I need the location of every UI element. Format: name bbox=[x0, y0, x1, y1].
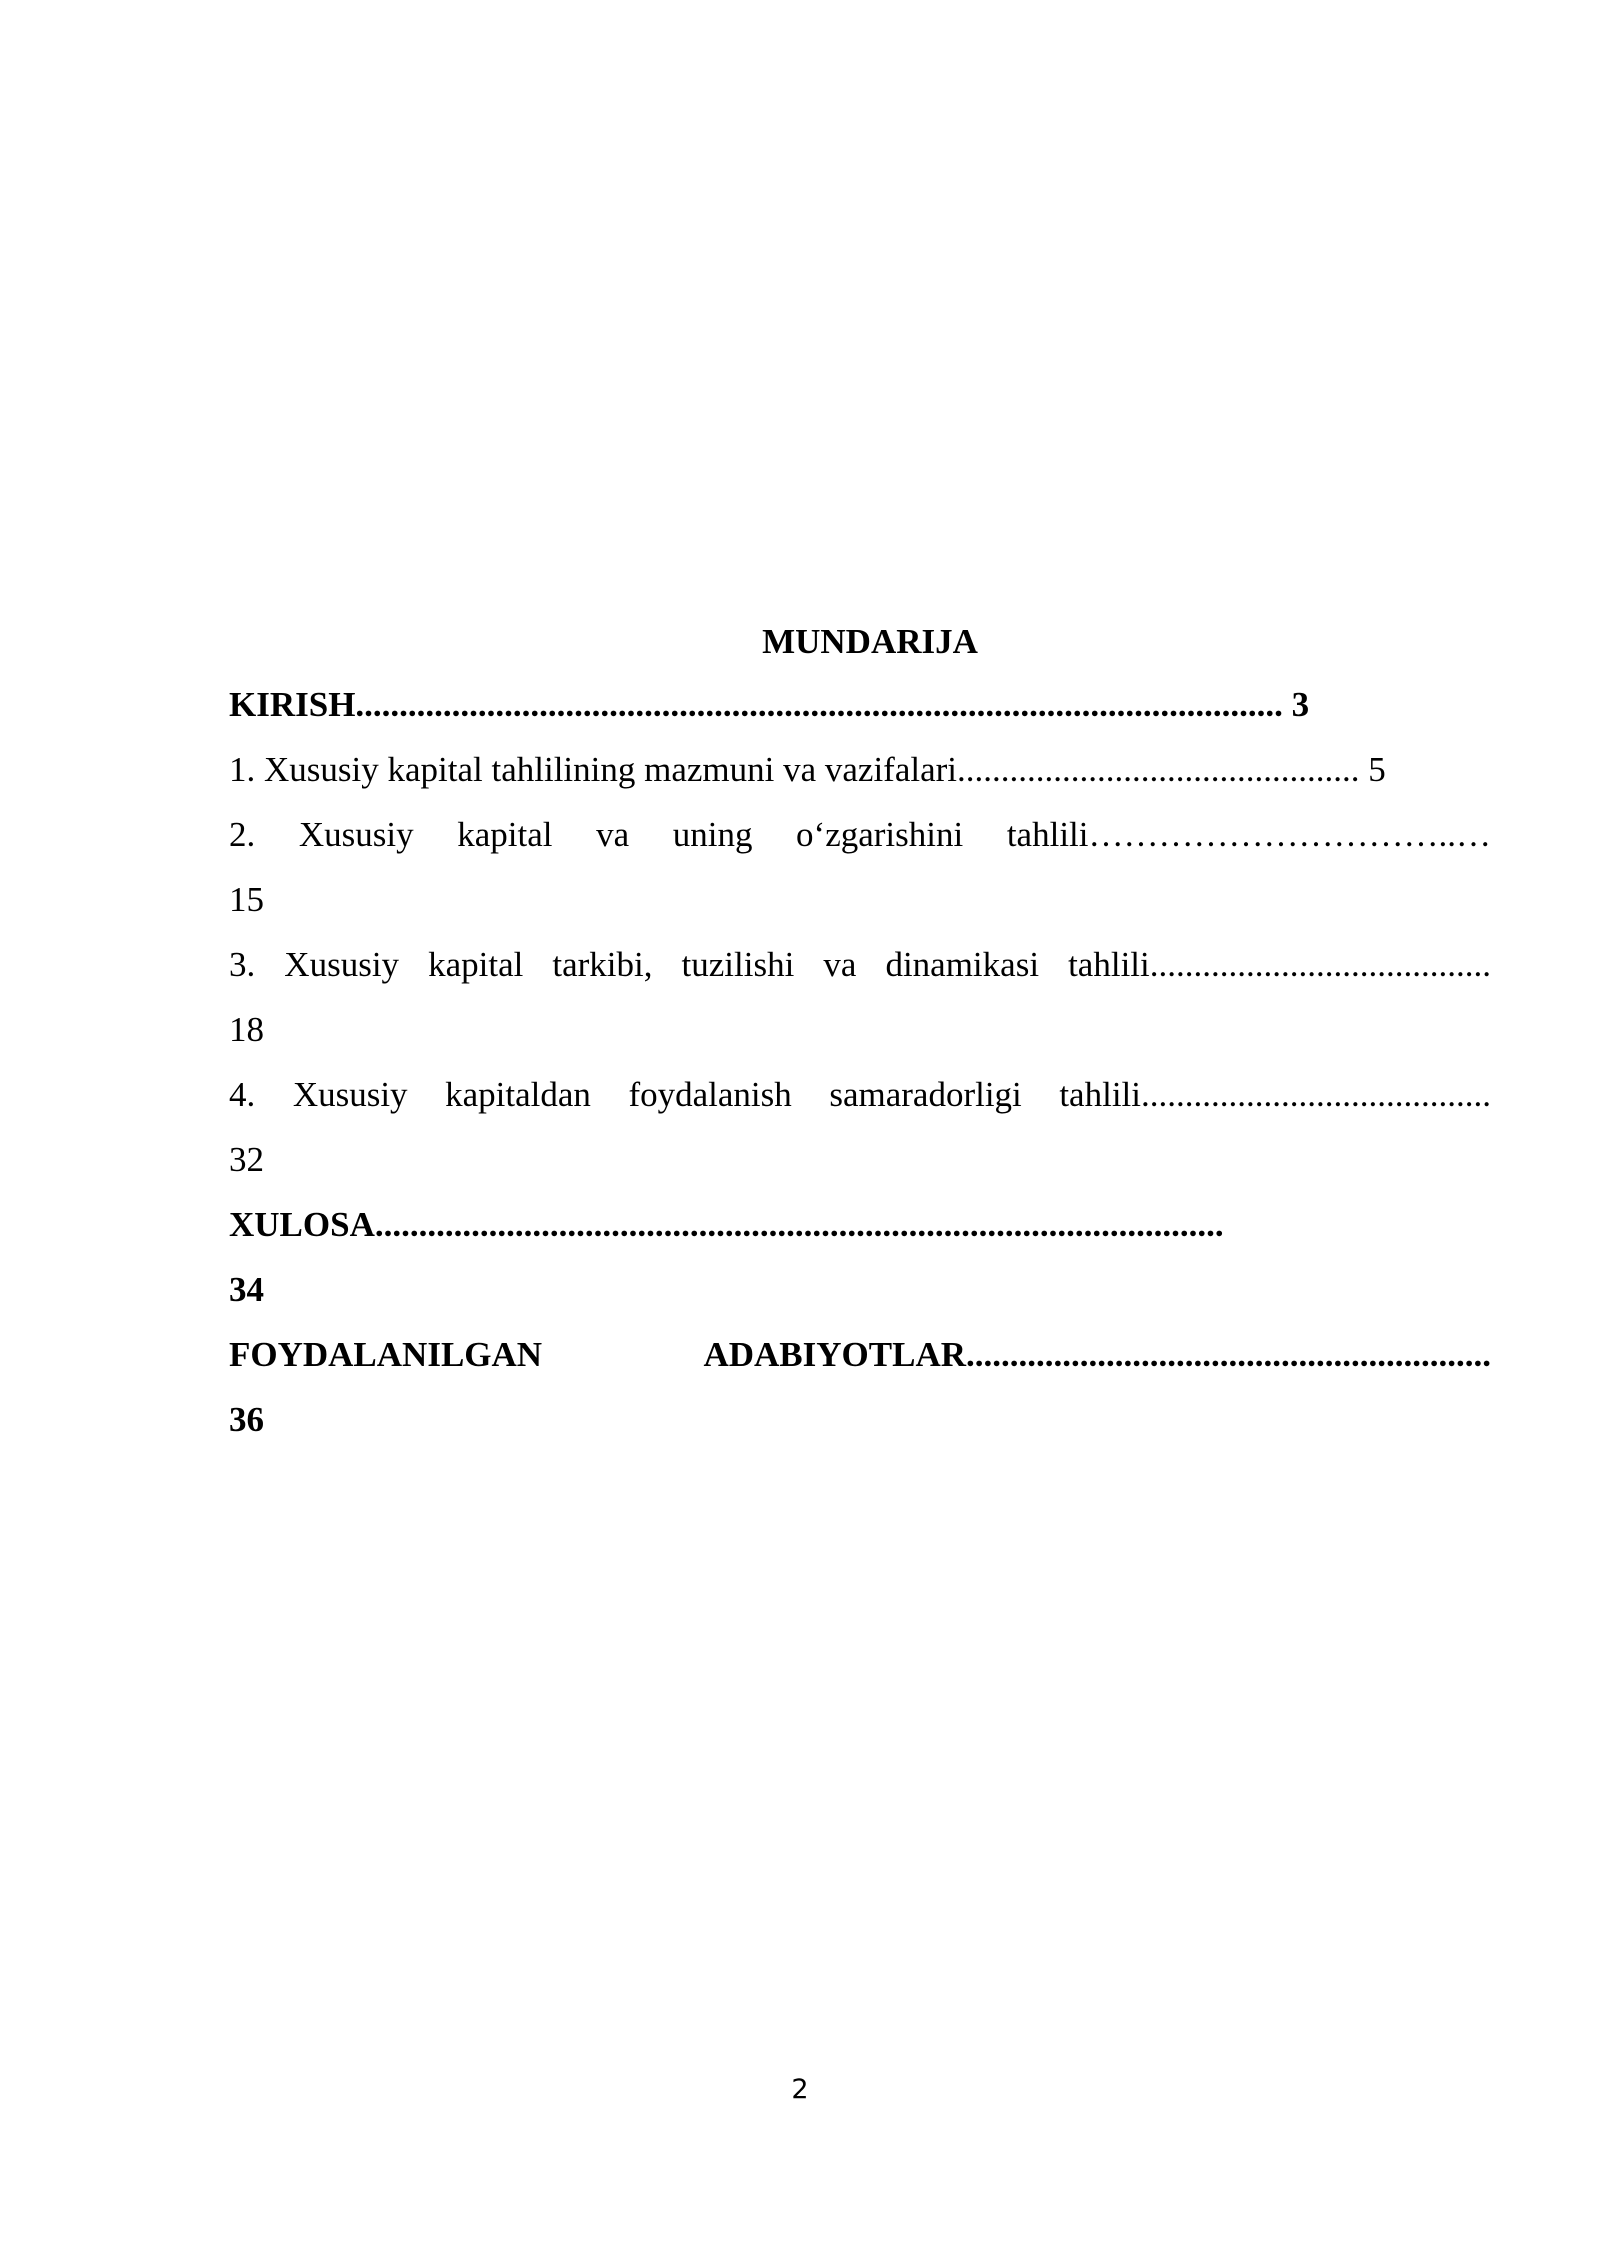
toc-entry-3-page: 18 bbox=[229, 1010, 264, 1049]
toc-entry-xulosa: XULOSA................................................................................................. bbox=[229, 1205, 1224, 1244]
table-of-contents bbox=[229, 612, 1491, 1452]
toc-entry-3: 3. Xususiy kapital tarkibi, tuzilishi va dinamikasi tahlili....................................... bbox=[229, 945, 1491, 984]
toc-title: MUNDARIJA bbox=[762, 622, 978, 661]
toc-entry-2: 2. Xususiy kapital va uning o‘zgarishini tahlili…………………………..… bbox=[229, 815, 1491, 854]
page-number: 2 bbox=[791, 2074, 809, 2105]
toc-entry-kirish: KIRISH.......................................................................................................... 3 bbox=[229, 685, 1310, 724]
toc-entry-1: 1. Xususiy kapital tahlilining mazmuni va vazifalari.............................................. 5 bbox=[229, 750, 1386, 789]
toc-entry-xulosa-page: 34 bbox=[229, 1270, 264, 1309]
toc-entry-4: 4. Xususiy kapitaldan foydalanish samaradorligi tahlili........................................ bbox=[229, 1075, 1491, 1114]
toc-entry-4-page: 32 bbox=[229, 1140, 264, 1179]
toc-entry-adabiyotlar: FOYDALANILGAN ADABIYOTLAR............................................................ bbox=[229, 1335, 1491, 1374]
toc-entry-2-page: 15 bbox=[229, 880, 264, 919]
toc-entry-adabiyotlar-page: 36 bbox=[229, 1400, 264, 1439]
